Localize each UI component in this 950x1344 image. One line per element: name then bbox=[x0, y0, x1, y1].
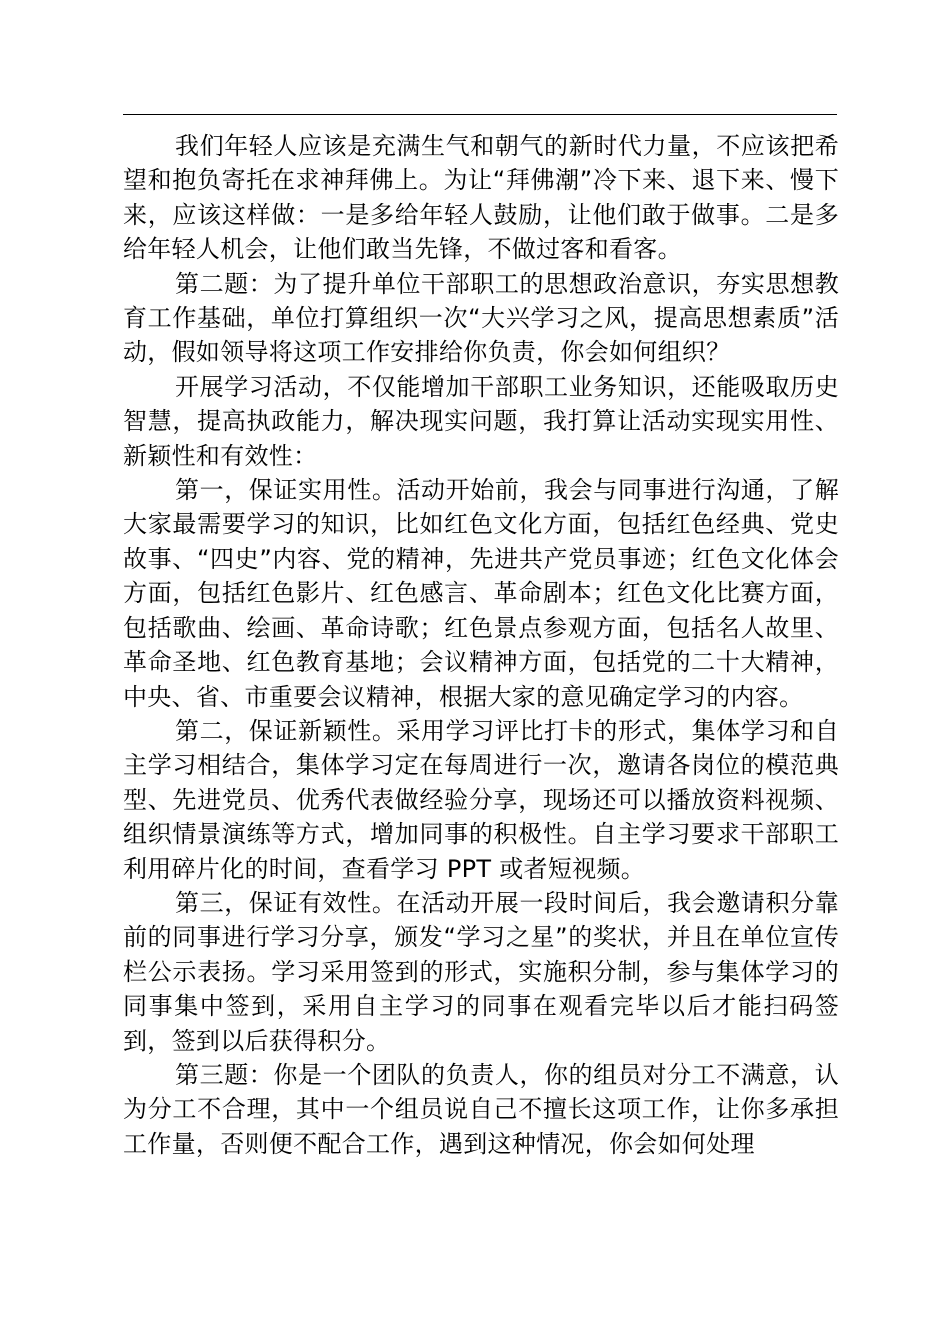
paragraph-1: 我们年轻人应该是充满生气和朝气的新时代力量，不应该把希望和抱负寄托在求神拜佛上。为让“拜佛潮”冷下来、退下来、慢下来，应该这样做：一是多给年轻人鼓励，让他们敢于做事。二是多给年轻人机会，让他们敢当先锋，不做过客和看客。 bbox=[123, 132, 839, 264]
header-rule bbox=[123, 114, 837, 115]
paragraph-3: 开展学习活动，不仅能增加干部职工业务知识，还能吸取历史智慧，提高执政能力，解决现实问题，我打算让活动实现实用性、新颖性和有效性： bbox=[123, 372, 839, 470]
paragraph-5: 第二，保证新颖性。采用学习评比打卡的形式，集体学习和自主学习相结合，集体学习定在每周进行一次，邀请各岗位的模范典型、先进党员、优秀代表做经验分享，现场还可以播放资料视频、组织情景演练等方式，增加同事的积极性。自主学习要求干部职工利用碎片化的时间，查看学习 PPT 或者短视频。 bbox=[123, 716, 839, 883]
paragraph-7: 第三题：你是一个团队的负责人，你的组员对分工不满意，认为分工不合理，其中一个组员说自己不擅长这项工作，让你多承担工作量，否则便不配合工作，遇到这种情况，你会如何处理 bbox=[123, 1060, 839, 1158]
paragraph-4: 第一，保证实用性。活动开始前，我会与同事进行沟通，了解大家最需要学习的知识，比如红色文化方面，包括红色经典、党史故事、“四史”内容、党的精神，先进共产党员事迹；红色文化体会方面，包括红色影片、红色感言、革命剧本；红色文化比赛方面，包括歌曲、绘画、革命诗歌；红色景点参观方面，包括名人故里、革命圣地、红色教育基地；会议精神方面，包括党的二十大精神，中央、省、市重要会议精神，根据大家的意见确定学习的内容。 bbox=[123, 476, 839, 711]
document-body bbox=[123, 129, 839, 1161]
paragraph-6: 第三，保证有效性。在活动开展一段时间后，我会邀请积分靠前的同事进行学习分享，颁发“学习之星”的奖状，并且在单位宣传栏公示表扬。学习采用签到的形式，实施积分制，参与集体学习的同事集中签到，采用自主学习的同事在观看完毕以后才能扫码签到，签到以后获得积分。 bbox=[123, 888, 839, 1055]
paragraph-2: 第二题：为了提升单位干部职工的思想政治意识，夯实思想教育工作基础，单位打算组织一次“大兴学习之风，提高思想素质”活动，假如领导将这项工作安排给你负责，你会如何组织？ bbox=[123, 269, 839, 367]
